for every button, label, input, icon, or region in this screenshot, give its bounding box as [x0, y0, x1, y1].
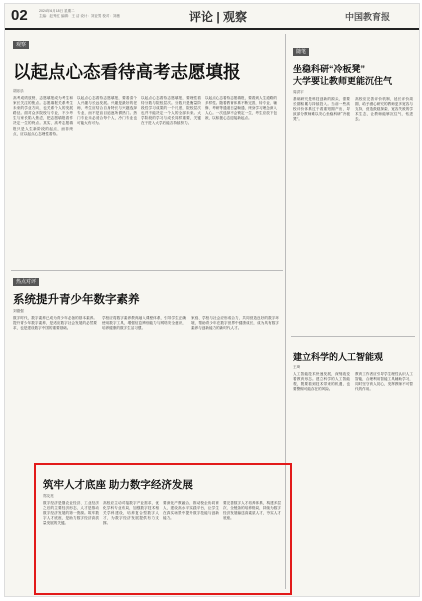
paragraph: 以起点心态看待志愿填报，要看到人生道路的多样性。随着教育体系不断完善，转专业、辅修、考研等通道日益畅通，终身学习理念深入人心。一次选择不会锁定一生，考生应放下包袱，以积极心态迎接新起点。	[205, 96, 277, 121]
main-column-1	[13, 96, 73, 266]
boxed-byline: 郑友亮	[43, 494, 54, 498]
section-divider	[291, 336, 415, 337]
article-tag: 热点对评	[13, 278, 39, 286]
section-title: 评论 | 观察	[189, 10, 248, 24]
paragraph: 人工智能技术快速发展，深刻改变着教育形态。建立科学的人工智能观，既要看到技术带来的机遇，也要警惕可能存在的风险。	[293, 372, 350, 392]
side-byline: 王琦	[293, 365, 301, 369]
paragraph: 高考成绩放榜，志愿填报成为考生和家长关注的焦点。志愿填报关系考生未来的学业方向，也关系个人的发展路径。面对众多院校与专业，不少考生与家长陷入焦虑，把志愿填报看作决定一生的终点。其实，高考志愿填报只是人生新阶段的起点，而非终点，应以起点心态理性看待。	[13, 96, 73, 136]
paragraph: 要深化产教融合，推动校企协同育人，建设高水平实践平台，让学生在真实场景中提升数字技能与创新能力。	[163, 501, 219, 521]
paragraph: 以起点心态看待志愿填报，要看清个人兴趣与长远发展。兴趣是最好的老师，考生应结合自身特长与兴趣选择专业，而不是盲目追逐所谓热门。热门专业未必适合每个人，冷门专业也可能大有可为。	[77, 96, 137, 126]
dateline-line: 2024年6月18日 星期二	[39, 9, 75, 13]
side-headline-2: 大学要让教师更能沉住气	[293, 76, 393, 86]
newspaper-logo: 中国教育报	[345, 13, 391, 23]
paragraph: 数字经济是继农业经济、工业经济之后的主要经济形态，人才是推动数字经济发展的第一资源。筑牢数字人才底座，是助力数字经济高质量发展的关键。	[43, 501, 99, 526]
newspaper-page	[4, 3, 420, 597]
boxed-headline: 筑牢人才底座 助力数字经济发展	[43, 479, 193, 491]
page-number: 02	[11, 7, 28, 24]
article-tag: 观察	[13, 41, 29, 49]
second-headline: 系统提升青少年数字素养	[13, 294, 140, 306]
main-headline: 以起点心态看待高考志愿填报	[13, 62, 241, 82]
dateline	[39, 9, 120, 18]
main-byline: 胡乐乐	[13, 89, 24, 93]
side-column-3	[293, 372, 350, 592]
paragraph: 基础研究是科技创新的源头，需要长期积累与持续投入。当前一些高校评价体系过于看重短期产出，导致部分教师难以安心坐稳科研“冷板凳”。	[293, 97, 350, 122]
second-column-1	[13, 316, 97, 456]
paragraph: 家庭、学校与社会应形成合力，共同营造良好的数字环境，帮助青少年在数字世界中健康成长，成为具有数字素养与创新能力的新时代人才。	[191, 316, 279, 331]
side-headline-1: 坐稳科研“冷板凳”	[293, 64, 366, 74]
second-byline: 刘德强	[13, 309, 24, 313]
main-column-3	[141, 96, 201, 266]
side-article-tag: 随笔	[293, 48, 309, 56]
highlight-box	[34, 463, 292, 595]
dateline-line: 主编：赵秀红 编辑：王 洁 设计：刘亚男 校对：刘薇	[39, 13, 120, 18]
masthead-rule	[5, 28, 419, 30]
side-column-1	[293, 97, 350, 327]
paragraph: 数字时代，数字素养已成为青少年必备的基本素养。提升青少年数字素养，是适应数字社会发展的必然要求，也是建设数字中国的重要基础。	[13, 316, 97, 331]
main-column-2	[77, 96, 137, 266]
second-column-2	[102, 316, 186, 456]
main-column-4	[205, 96, 277, 266]
paragraph: 教育工作者应引导学生理性认识人工智能，合理利用智能工具辅助学习，同时坚守育人初心，发挥教师不可替代的作用。	[355, 372, 413, 392]
paragraph: 高校应完善评价机制，延长评价周期，给予潜心研究的教师更多宽容与支持，营造鼓励探索、宽容失败的学术生态，让教师能够沉住气、钻进去。	[355, 97, 413, 122]
paragraph: 要完善数字人才培养体系，构建多层次、全链条的培养格局，持续为数字经济发展输送高素质人才，夯实人才底座。	[223, 501, 281, 521]
side-byline: 周洪宇	[293, 90, 304, 94]
side-headline-3: 建立科学的人工智能观	[293, 352, 384, 362]
second-column-3	[191, 316, 279, 456]
side-column-4	[355, 372, 413, 592]
section-divider	[11, 270, 283, 271]
paragraph: 学校应将数字素养教育融入课程体系，引导学生正确使用数字工具，增强信息辨别能力与网络安全意识，培养健康的数字生活习惯。	[102, 316, 186, 331]
paragraph: 以起点心态看待志愿填报，要理性看待分数与院校层次。分数只是衡量阶段性学习成果的一个尺度，院校层次也并不能决定一个人的全部未来。大学阶段的学习与成长同样重要，关键在于进入大学后能否持续努力。	[141, 96, 201, 126]
paragraph: 高校应主动对接数字产业需求，优化学科专业布局，加强数字技术相关学科建设，培养复合型数字人才，为数字经济发展提供有力支撑。	[103, 501, 159, 526]
side-column-2	[355, 97, 413, 327]
